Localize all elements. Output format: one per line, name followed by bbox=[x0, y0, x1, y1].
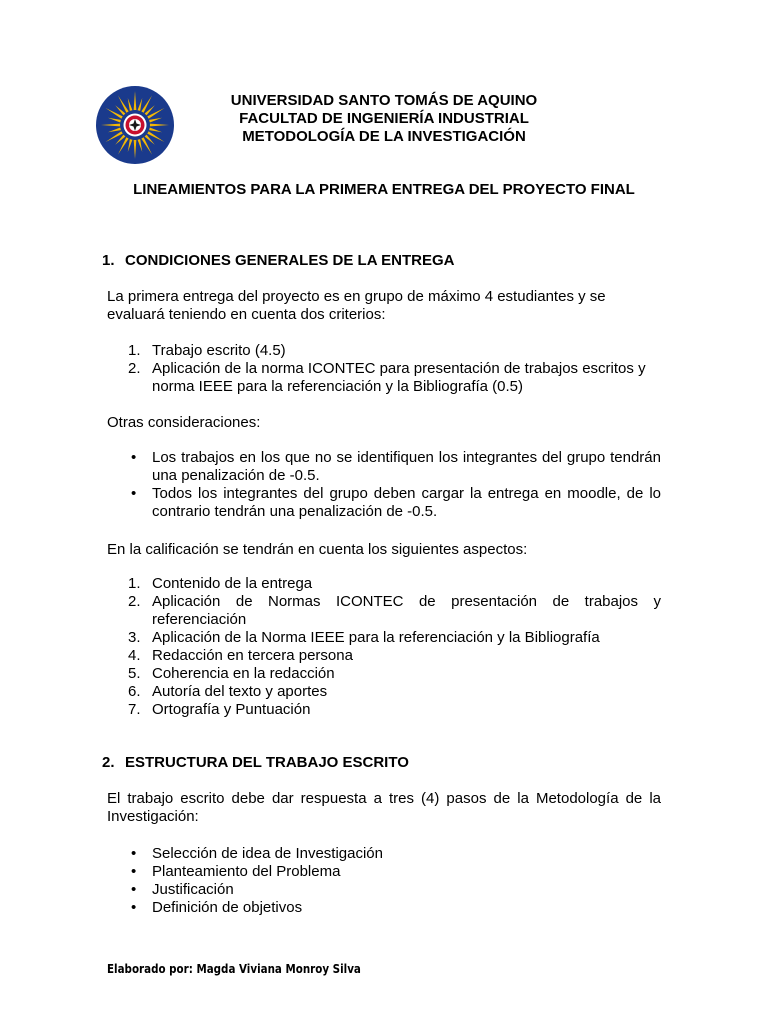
aspects-list bbox=[107, 575, 661, 719]
list-item: 2. Aplicación de la norma ICONTEC para presentación de trabajos escritos y norma IEEE para la referenciación y la Bibliografía (0.5) bbox=[128, 360, 646, 395]
list-item: 7. Ortografía y Puntuación bbox=[128, 701, 311, 718]
criteria-list bbox=[107, 342, 661, 396]
section-1-intro: La primera entrega del proyecto es en grupo de máximo 4 estudiantes y se evaluará teniendo en cuenta dos criterios: bbox=[107, 288, 606, 323]
list-item: • Justificación bbox=[131, 881, 234, 898]
list-item: • Planteamiento del Problema bbox=[131, 863, 341, 880]
list-item: 1. Contenido de la entrega bbox=[128, 575, 313, 592]
faculty-name: FACULTAD DE INGENIERÍA INDUSTRIAL bbox=[239, 110, 529, 127]
section-2-intro: El trabajo escrito debe dar respuesta a tres (4) pasos de la Metodología de la Investigación: bbox=[107, 790, 661, 825]
aspects-label: En la calificación se tendrán en cuenta los siguientes aspectos: bbox=[107, 541, 528, 558]
list-item: • Definición de objetivos bbox=[131, 899, 303, 916]
section-2-number: 2. bbox=[102, 754, 115, 771]
section-2-heading bbox=[102, 754, 409, 771]
university-seal-icon bbox=[95, 85, 175, 165]
footer-author: Elaborado por: Magda Viviana Monroy Silva bbox=[107, 962, 361, 976]
section-2-title: ESTRUCTURA DEL TRABAJO ESCRITO bbox=[125, 754, 409, 771]
list-item: 5. Coherencia en la redacción bbox=[128, 665, 335, 682]
other-considerations-label: Otras consideraciones: bbox=[107, 414, 261, 431]
list-item: 1. Trabajo escrito (4.5) bbox=[128, 342, 286, 359]
considerations-list bbox=[107, 449, 661, 521]
list-item: 3. Aplicación de la Norma IEEE para la referenciación y la Bibliografía bbox=[128, 629, 600, 646]
section-1-title: CONDICIONES GENERALES DE LA ENTREGA bbox=[125, 252, 455, 269]
section-1-number: 1. bbox=[102, 252, 115, 269]
institution-header bbox=[190, 92, 578, 146]
list-item: • Todos los integrantes del grupo deben cargar la entrega en moodle, de lo contrario tendrán una penalización de -0.5. bbox=[131, 485, 661, 520]
list-item: 2. Aplicación de Normas ICONTEC de presentación de trabajos y referenciación bbox=[128, 593, 661, 628]
university-name: UNIVERSIDAD SANTO TOMÁS DE AQUINO bbox=[230, 92, 538, 109]
list-item: • Selección de idea de Investigación bbox=[131, 845, 383, 862]
course-name: METODOLOGÍA DE LA INVESTIGACIÓN bbox=[242, 128, 526, 145]
list-item: • Los trabajos en los que no se identifiquen los integrantes del grupo tendrán una penalización de -0.5. bbox=[131, 449, 661, 484]
section-1-heading bbox=[102, 252, 454, 269]
document-title: LINEAMIENTOS PARA LA PRIMERA ENTREGA DEL PROYECTO FINAL bbox=[133, 181, 635, 198]
steps-list bbox=[107, 845, 661, 917]
list-item: 4. Redacción en tercera persona bbox=[128, 647, 353, 664]
list-item: 6. Autoría del texto y aportes bbox=[128, 683, 328, 700]
